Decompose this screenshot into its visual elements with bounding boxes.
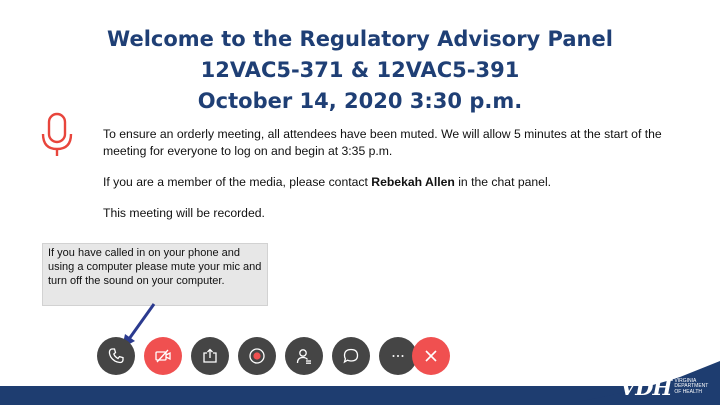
phone-callout-box: If you have called in on your phone and using a computer please mute your mic and turn off the sound on your computer. bbox=[42, 243, 268, 306]
chat-icon bbox=[342, 347, 360, 365]
notice-paragraph-muted: To ensure an orderly meeting, all attendees have been muted. We will allow 5 minutes at the start of the meeting for everyone to log on and begin at 3:35 p.m. bbox=[103, 127, 662, 158]
share-button[interactable] bbox=[191, 337, 229, 375]
meeting-notice bbox=[103, 126, 663, 236]
title-line-1: Welcome to the Regulatory Advisory Panel bbox=[107, 27, 613, 51]
chat-button[interactable] bbox=[332, 337, 370, 375]
leave-meeting-button[interactable] bbox=[412, 337, 450, 375]
notice-paragraph-recorded: This meeting will be recorded. bbox=[103, 206, 265, 220]
more-icon bbox=[389, 347, 407, 365]
phone-button[interactable] bbox=[97, 337, 135, 375]
microphone-icon bbox=[38, 112, 76, 158]
vdh-logo-mark: VDH bbox=[620, 374, 672, 400]
share-icon bbox=[201, 347, 219, 365]
title-line-3: October 14, 2020 3:30 p.m. bbox=[197, 89, 523, 113]
vdh-logo-subtitle: VIRGINIA DEPARTMENT OF HEALTH bbox=[674, 377, 709, 395]
media-contact-name: Rebekah Allen bbox=[371, 175, 455, 189]
page-title bbox=[0, 24, 720, 117]
phone-icon bbox=[107, 347, 125, 365]
title-line-2: 12VAC5-371 & 12VAC5-391 bbox=[200, 58, 520, 82]
record-button[interactable] bbox=[238, 337, 276, 375]
notice-paragraph-media: If you are a member of the media, please contact Rebekah Allen in the chat panel. bbox=[103, 175, 552, 189]
close-icon bbox=[422, 347, 440, 365]
video-off-icon bbox=[154, 347, 172, 365]
stop-video-button[interactable] bbox=[144, 337, 182, 375]
participants-button[interactable] bbox=[285, 337, 323, 375]
record-icon bbox=[248, 347, 266, 365]
vdh-logo bbox=[620, 372, 708, 402]
participants-icon bbox=[295, 347, 313, 365]
